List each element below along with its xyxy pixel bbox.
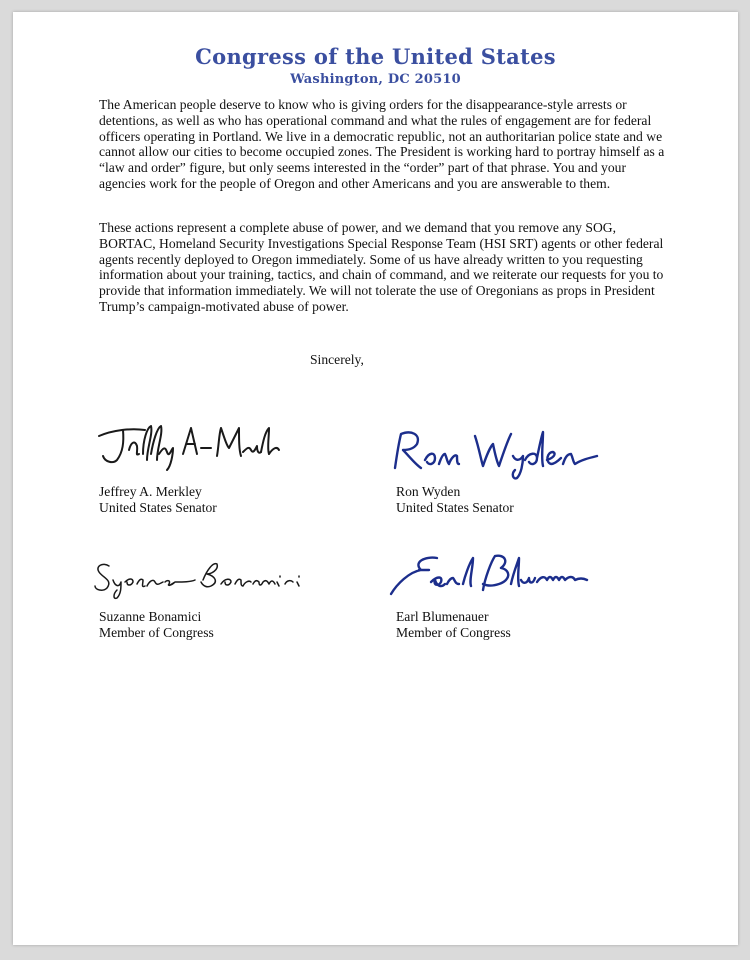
signatory-title: Member of Congress <box>99 625 214 640</box>
closing-salutation: Sincerely, <box>310 352 364 367</box>
signatory-title: United States Senator <box>99 500 217 515</box>
signatory-block <box>99 484 217 516</box>
body-paragraph: The American people deserve to know who is giving orders for the disappearance-style arrests or detentions, as well as who has operational command and what the rules of engagement are for federal officers operating in Portland. We live in a democratic republic, not an authoritarian police state and we cannot allow our cities to become occupied zones. The President is working hard to portray himself as a “law and order” figure, but only seems interested in the “order” part of that phrase. You and your agencies work for the people of Oregon and other Americans and you are answerable to them. <box>99 97 665 191</box>
signatory-title: Member of Congress <box>396 625 511 640</box>
letterhead-title: Congress of the United States <box>195 44 556 69</box>
signatory-name: Earl Blumenauer <box>396 609 489 624</box>
signatory-name: Ron Wyden <box>396 484 461 499</box>
signatory-block <box>99 609 214 641</box>
body-paragraph: These actions represent a complete abuse of power, and we demand that you remove any SOG, BORTAC, Homeland Security Investigations Special Response Team (HSI SRT) agents or other federal agents recently deployed to Oregon immediately. Some of us have already written to you requesting information about your training, tactics, and chain of command, and we reiterate our requests for you to provide that information immediately. We will not tolerate the use of Oregonians as props in President Trump’s campaign-motivated abuse of power. <box>99 220 664 314</box>
signature-bonamici <box>91 552 306 600</box>
signatory-name: Jeffrey A. Merkley <box>99 484 202 499</box>
signatory-block <box>396 609 511 641</box>
signatory-name: Suzanne Bonamici <box>99 609 202 624</box>
signature-blumenauer <box>385 550 595 602</box>
signature-merkley <box>93 414 283 474</box>
signatory-title: United States Senator <box>396 500 514 515</box>
letter-page <box>13 12 738 945</box>
signature-wyden <box>385 424 605 480</box>
letterhead-subtitle: Washington, DC 20510 <box>290 72 461 87</box>
signatory-block <box>396 484 514 516</box>
